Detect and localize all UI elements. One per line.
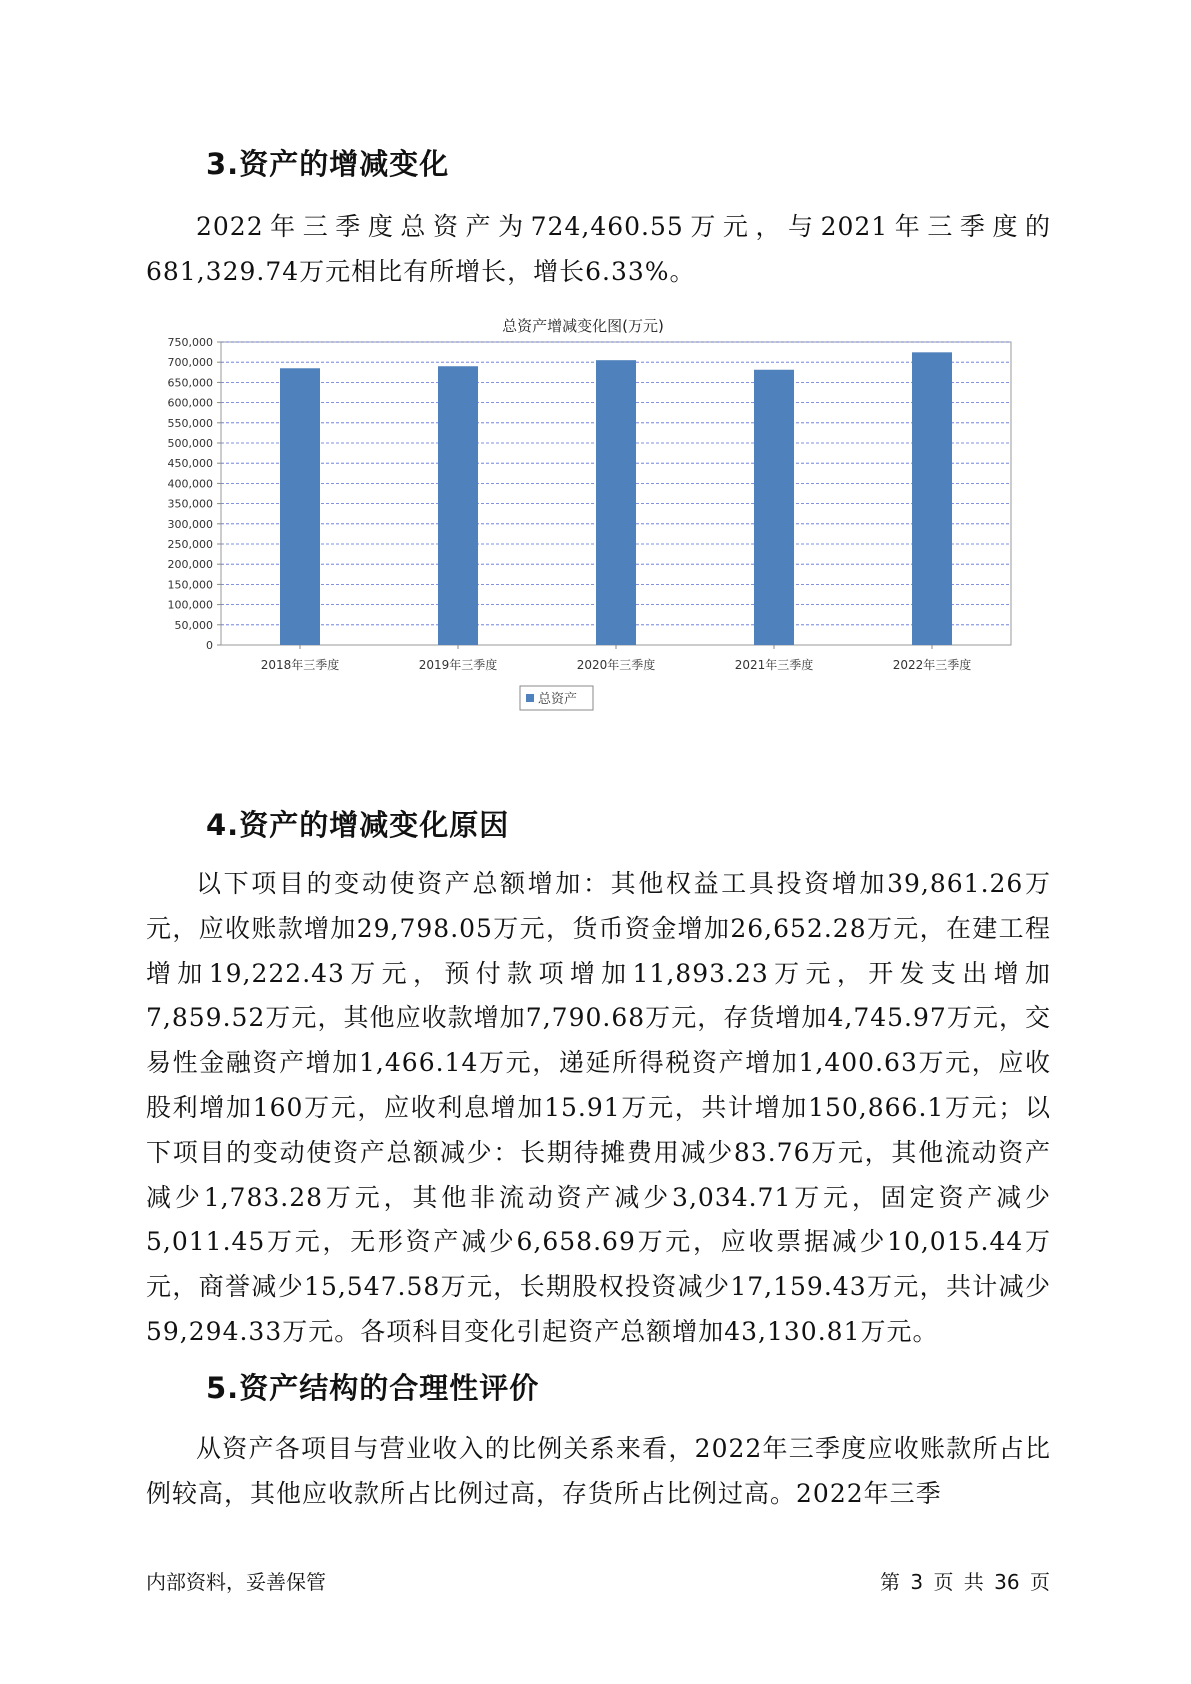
section-paragraph: 2022年三季度总资产为724,460.55万元，与2021年三季度的681,329.74万元相比有所增长，增长6.33%。 bbox=[146, 212, 1051, 286]
section-heading: 4.资产的增减变化原因 bbox=[206, 808, 510, 842]
bar bbox=[754, 370, 794, 645]
y-tick-label: 50,000 bbox=[174, 618, 213, 632]
y-tick-label: 0 bbox=[206, 639, 213, 652]
y-tick-label: 650,000 bbox=[167, 376, 213, 390]
bar bbox=[912, 352, 952, 645]
y-tick-label: 600,000 bbox=[167, 396, 213, 410]
x-tick-label: 2020年三季度 bbox=[576, 658, 656, 672]
y-tick-label: 450,000 bbox=[167, 457, 213, 471]
y-tick-label: 150,000 bbox=[167, 578, 213, 592]
bar bbox=[438, 366, 478, 645]
y-tick-label: 400,000 bbox=[167, 477, 213, 491]
y-tick-label: 250,000 bbox=[167, 538, 213, 551]
section-heading: 3.资产的增减变化 bbox=[206, 147, 450, 181]
y-tick-label: 350,000 bbox=[167, 497, 213, 511]
legend-label: 总资产 bbox=[538, 692, 578, 707]
y-tick-label: 700,000 bbox=[167, 356, 213, 370]
footer-confidential-note: 内部资料，妥善保管 bbox=[146, 1570, 326, 1594]
total-assets-chart bbox=[148, 318, 1018, 770]
x-tick-label: 2019年三季度 bbox=[418, 658, 498, 672]
y-tick-label: 750,000 bbox=[167, 336, 213, 349]
section-heading: 5.资产结构的合理性评价 bbox=[206, 1371, 540, 1405]
legend-swatch bbox=[526, 694, 534, 702]
y-tick-label: 500,000 bbox=[167, 437, 213, 450]
y-tick-label: 100,000 bbox=[167, 598, 213, 612]
x-tick-label: 2021年三季度 bbox=[734, 658, 814, 672]
section-paragraph: 从资产各项目与营业收入的比例关系来看，2022年三季度应收账款所占比例较高，其他应收款所占比例过高，存货所占比例过高。2022年三季 bbox=[146, 1434, 1051, 1508]
x-tick-label: 2018年三季度 bbox=[260, 658, 340, 672]
y-tick-label: 550,000 bbox=[167, 416, 213, 430]
bar bbox=[596, 360, 636, 645]
bar bbox=[280, 368, 320, 645]
footer-page-number: 第 3 页 共 36 页 bbox=[880, 1570, 1050, 1594]
y-tick-label: 200,000 bbox=[167, 558, 213, 572]
y-tick-label: 300,000 bbox=[167, 517, 213, 531]
chart-title: 总资产增减变化图(万元) bbox=[502, 318, 664, 335]
x-tick-label: 2022年三季度 bbox=[892, 658, 972, 672]
section-paragraph: 以下项目的变动使资产总额增加：其他权益工具投资增加39,861.26万元，应收账款增加29,798.05万元，货币资金增加26,652.28万元，在建工程增加19,222.43万元，预付款项增加11,893.23万元，开发支出增加7,859.52万元，其他应收款增加7,790.68万元，存货增加4,745.97万元，交易性金融资产增加1,466.14万元，递延所得税资产增加1,400.63万元，应收股利增加160万元，应收利息增加15.91万元，共计增加150,866.1万元；以下项目的变动使资产总额减少：长期待摊费用减少83.76万元，其他流动资产减少1,783.28万元，其他非流动资产减少3,034.71万元，固定资产减少5,011.45万元，无形资产减少6,658.69万元，应收票据减少10,015.44万元，商誉减少15,547.58万元，长期股权投资减少17,159.43万元，共计减少59,294.33万元。各项科目变化引起资产总额增加43,130.81万元。 bbox=[146, 869, 1051, 1346]
chart-svg bbox=[148, 318, 1018, 770]
